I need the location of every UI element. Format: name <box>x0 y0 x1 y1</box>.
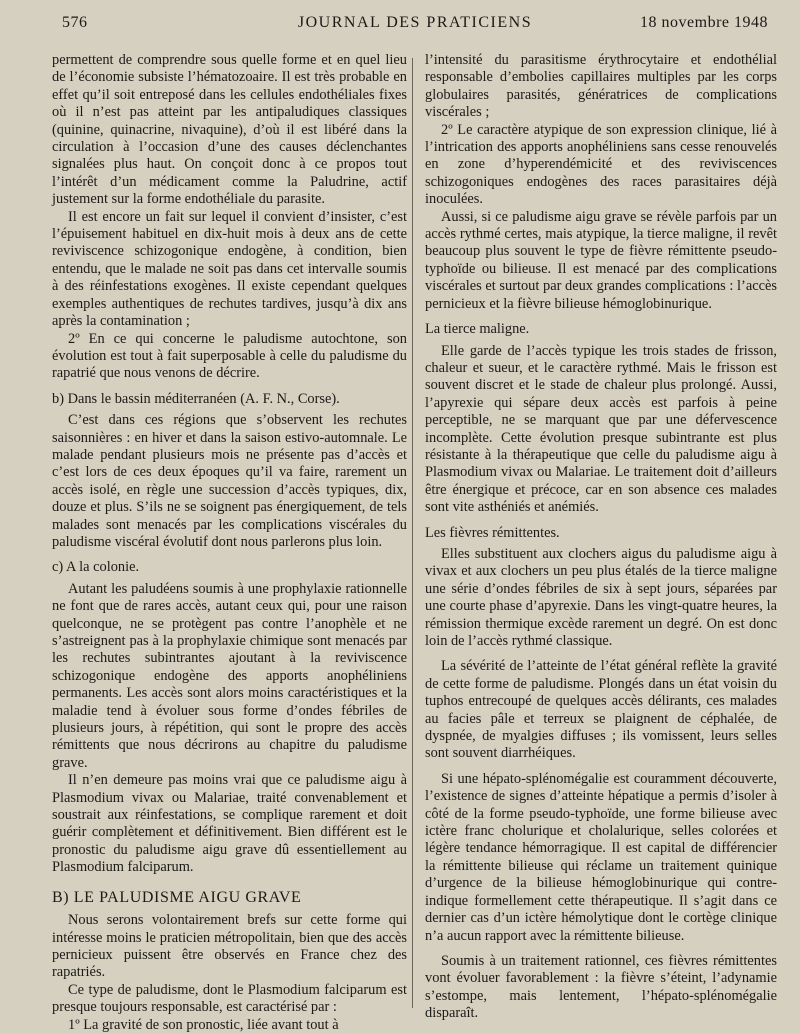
page-number: 576 <box>62 14 88 31</box>
paragraph: Aussi, si ce paludisme aigu grave se révèle parfois par un accès rythmé certes, mais atypique, la tierce maligne, il revêt beaucoup plus souvent le type de fièvre rémittente pseudo-typhoïde ou bilieuse. Il est menacé par des complications viscérales et surtout par deux grandes complications : l’accès pernicieux et la fièvre bilieuse hémoglobinurique. <box>425 208 777 312</box>
paragraph: La sévérité de l’atteinte de l’état général reflète la gravité de cette forme de paludisme. Plongés dans un état voisin du tuphos entrecoupé de quelques accès délirants, ces malades au facies pâle et terreux se plaignent de céphalée, de dyspnée, de myalgies diffuses ; ils vomissent, leurs selles sont souvent diarrhéiques. <box>425 658 777 762</box>
paragraph: permettent de comprendre sous quelle forme et en quel lieu de l’économie subsiste l’hématozoaire. Il est très probable en effet qu’il soit entreposé dans les cellules endothéliales fixes où il n’est pas atteint par les antipaludiques classiques (quinine, quinacrine, nivaquine), d’où il est libéré dans la circulation à l’occasion d’une des causes déclenchantes signalées plus haut. On conçoit donc à ce propos tout l’intérêt d’un médicament comme la Paludrine, actif justement sur la forme endothéliale du parasite. <box>52 52 407 208</box>
left-column <box>52 52 407 1034</box>
page-header <box>62 14 768 40</box>
right-column <box>425 52 777 1023</box>
column-divider <box>412 58 413 1008</box>
paragraph: Nous serons volontairement brefs sur cette forme qui intéresse moins le praticien métropolitain, bien que des accès pernicieux puissent être observés en France chez des rapatriés. <box>52 912 407 981</box>
paragraph: Soumis à un traitement rationnel, ces fièvres rémittentes vont évoluer favorablement : la fièvre s’éteint, l’adynamie s’estompe, mais lentement, l’hépato-splénomégalie disparaît. <box>425 952 777 1022</box>
paragraph: Il est encore un fait sur lequel il convient d’insister, c’est l’épuisement habituel en dix-huit mois à deux ans de cette reviviscence schizogonique endogène, à condition, bien entendu, que le malade ne soit pas dans cet intervalle soumis à des réinfestations exogènes. Il existe cependant quelques exemples authentiques de rechutes tardives, jusqu’à dix ans après la contamination ; <box>52 208 407 330</box>
paragraph: Si une hépato-splénomégalie est couramment découverte, l’existence de signes d’atteinte hépatique a permis d’isoler à côté de la forme pseudo-typhoïde, une forme bilieuse avec ictère franc cholurique et cholalurique, selles colorées et légère tendance hémorragique. Il est capital de différencier la rémittente bilieuse qui réclame un traitement quinique d’urgence de la bilieuse hémoglobinurique qui contre-indique formellement cette thérapeutique. Il s’agit dans ce dernier cas d’un ictère hémolytique dont le cortège clinique n’a aucun rapport avec la rémittente bilieuse. <box>425 770 777 944</box>
section-heading-paludisme-aigu-grave: B) LE PALUDISME AIGU GRAVE <box>52 888 302 906</box>
paragraph: l’intensité du parasitisme érythrocytaire et endothélial responsable d’embolies capillaires multiples par les corps globulaires parasités, génératrices de complications viscérales ; <box>425 52 777 121</box>
paragraph: Elle garde de l’accès typique les trois stades de frisson, chaleur et sueur, et le caractère rythmé. Mais le frisson est souvent discret et le stade de chaleur plus prolongé. Aussi, l’apyrexie qui sépare deux accès est parfois à peine perceptible, ne se marquant que par une défervescence incomplète. Cette évolution presque subintrante est plus résistante à la thérapeutique que celle du paludisme aigu à Plasmodium vivax ou Malariae. Le traitement doit d’ailleurs être énergique et précoce, car en son absence ces malades sont vite asthéniés et anémiés. <box>425 342 777 516</box>
paragraph: C’est dans ces régions que s’observent les rechutes saisonnières : en hiver et dans la saison estivo-automnale. Le malade pendant plusieurs mois ne présente pas d’accès et c’est lors de ces deux époques qu’il va faire, rarement un accès isolé, en règle une succession d’accès typiques, dix, douze et plus. S’ils ne se soignent pas énergiquement, de tels malades sont menacés par les complications viscérales du paludisme viscéral évolutif dont nous parlerons plus loin. <box>52 412 407 550</box>
subheading-fievres-remittentes: Les fièvres rémittentes. <box>425 524 560 541</box>
paragraph: Ce type de paludisme, dont le Plasmodium falciparum est presque toujours responsable, est caractérisé par : <box>52 981 407 1016</box>
subheading-bassin-mediterraneen: b) Dans le bassin méditerranéen (A. F. N., Corse). <box>52 390 340 407</box>
subheading-tierce-maligne: La tierce maligne. <box>425 321 530 338</box>
journal-title: JOURNAL DES PRATICIENS <box>297 14 533 31</box>
paragraph: Elles substituent aux clochers aigus du paludisme aigu à vivax et aux clochers un peu plus étalés de la tierce maligne une série d’ondes fébriles de six à sept jours, séparées par une courte phase d’apyrexie. Dans les vingt-quatre heures, la rémission thermique excède rarement un degré. On est donc loin de l’accès rythmé classique. <box>425 545 777 649</box>
issue-date: 18 novembre 1948 <box>640 14 768 31</box>
paragraph: Il n’en demeure pas moins vrai que ce paludisme aigu à Plasmodium vivax ou Malariae, traité convenablement et soustrait aux réinfestations, se complique rarement et doit guérir complètement et définitivement. Bien différent est le pronostic du paludisme aigu grave dû essentiellement au Plasmodium falciparum. <box>52 772 407 876</box>
subheading-colonie: c) A la colonie. <box>52 559 140 576</box>
paragraph: 2º En ce qui concerne le paludisme autochtone, son évolution est tout à fait superposable à celle du paludisme du rapatrié que nous venons de décrire. <box>52 330 407 382</box>
paragraph: Autant les paludéens soumis à une prophylaxie rationnelle ne font que de rares accès, autant ceux qui, pour une raison quelconque, ne se protègent pas contre l’anophèle et ne s’astreignent pas à la prophylaxie chimique sont menacés par les rechutes subintrantes ajoutant à la reviviscence schizogonique endogène des apports anophéliniens permanents. Les accès sont alors moins caractéristiques et la maladie tend à évoluer sous forme d’ondes fébriles de plusieurs jours, à répétition, qui sont le propre des accès rémittents que nous décrirons au chapitre du paludisme grave. <box>52 580 407 771</box>
paragraph: 1º La gravité de son pronostic, liée avant tout à <box>68 1016 339 1033</box>
paragraph: 2º Le caractère atypique de son expression clinique, lié à l’intrication des apports anophéliniens sans cesse renouvelés en zone d’hyperendémicité et des reviviscences schizogoniques endogènes des races parasitaires déjà inoculées. <box>425 121 777 208</box>
